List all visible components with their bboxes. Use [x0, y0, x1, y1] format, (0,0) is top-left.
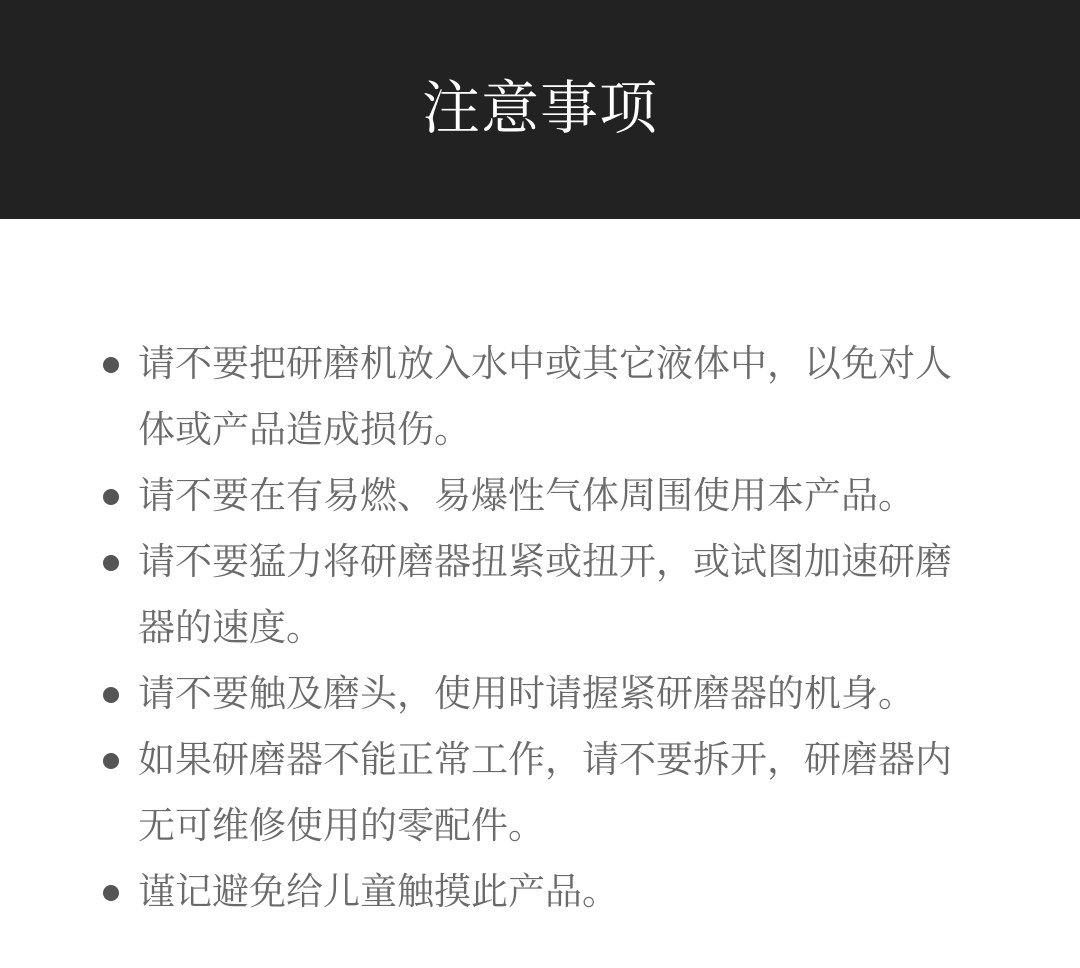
page-header [0, 0, 1080, 219]
list-item-text: 请不要猛力将研磨器扭紧或扭开，或试图加速研磨器的速度。 [138, 540, 952, 649]
precautions-list [0, 331, 1080, 925]
bullet-icon [103, 687, 119, 703]
list-item [138, 859, 988, 925]
bullet-icon [103, 885, 119, 901]
list-item [138, 727, 988, 859]
list-item [138, 661, 988, 727]
list-item-text: 请不要在有易燃、易爆性气体周围使用本产品。 [138, 474, 915, 517]
list-item-text: 请不要触及磨头，使用时请握紧研磨器的机身。 [138, 672, 915, 715]
page-title: 注意事项 [421, 73, 658, 142]
list-item [138, 529, 988, 661]
bullet-icon [103, 357, 119, 373]
list-item [138, 331, 988, 463]
list-item [138, 463, 988, 529]
list-item-text: 如果研磨器不能正常工作，请不要拆开，研磨器内无可维修使用的零配件。 [138, 738, 952, 847]
list-item-text: 请不要把研磨机放入水中或其它液体中，以免对人体或产品造成损伤。 [138, 342, 952, 451]
list-item-text: 谨记避免给儿童触摸此产品。 [138, 870, 619, 913]
bullet-icon [103, 753, 119, 769]
bullet-icon [103, 489, 119, 505]
bullet-icon [103, 555, 119, 571]
